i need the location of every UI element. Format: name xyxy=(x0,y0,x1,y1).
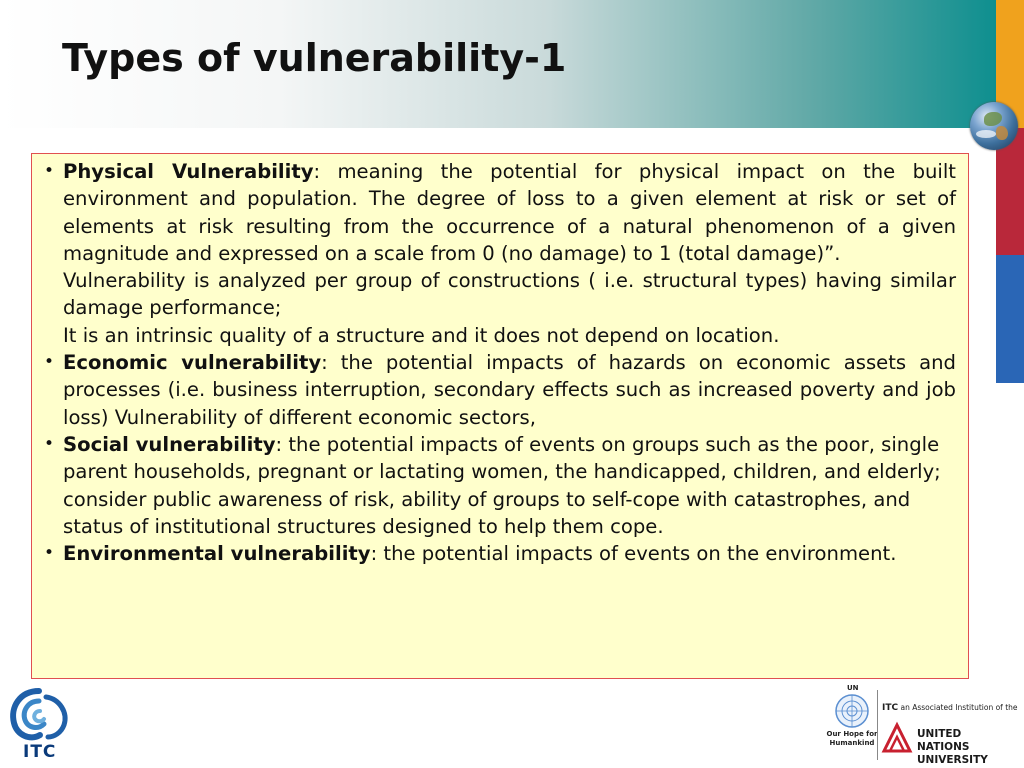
content-box xyxy=(31,153,969,679)
term-social-vulnerability: Social vulnerability xyxy=(63,432,276,456)
side-color-bars xyxy=(996,0,1024,383)
economic-definition xyxy=(63,349,956,431)
un-emblem-icon xyxy=(834,693,870,729)
environmental-description: : the potential impacts of events on the environment. xyxy=(370,542,897,566)
slide-title: Types of vulnerability-1 xyxy=(62,36,567,80)
unu-name xyxy=(917,728,1016,767)
itc-association-line xyxy=(882,703,1018,713)
itc-logo-text: ITC xyxy=(23,742,57,762)
social-description: : the potential impacts of events on groups such as the poor, single parent households, pregnant or lactating women, the handicapped, children, and elderly; consider public awareness of risk, ability of groups to self-cope with catastrophes, and status of institutional structures designed to help them cope. xyxy=(63,432,941,538)
bullet-social-vulnerability xyxy=(44,431,956,540)
bullet-economic-vulnerability xyxy=(44,349,956,431)
economic-description: : the potential impacts of hazards on economic assets and processes (i.e. business interruption, secondary effects such as increased poverty and job loss) Vulnerability of different economic sectors, xyxy=(63,351,956,429)
bullet-marker: • xyxy=(44,161,55,181)
bullet-marker: • xyxy=(44,352,55,373)
unu-line-2: UNIVERSITY xyxy=(917,754,988,766)
physical-extra-intrinsic: It is an intrinsic quality of a structure and it does not depend on location. xyxy=(63,323,780,347)
physical-extra-analysis: Vulnerability is analyzed per group of constructions ( i.e. structural types) having similar damage performance; xyxy=(63,269,956,320)
term-environmental-vulnerability: Environmental vulnerability xyxy=(63,542,371,566)
itc-association-text: an Associated Institution of the xyxy=(898,703,1018,712)
side-bar-blue xyxy=(996,255,1024,383)
unu-logo-icon xyxy=(881,721,913,755)
un-label: UN xyxy=(847,684,859,692)
itc-abbreviation: ITC xyxy=(882,703,899,713)
logo-divider xyxy=(877,690,878,760)
bullet-physical-vulnerability xyxy=(44,158,956,349)
physical-description: : meaning the potential for physical impact on the built environment and population. The degree of loss to a given element at risk or set of elements at risk resulting from the occurrence of a natural phenomenon of a given magnitude and expressed on a scale from 0 (no damage) to 1 (total damage)”. xyxy=(63,160,956,265)
social-definition xyxy=(63,431,956,540)
unu-line-1: UNITED NATIONS xyxy=(917,728,970,753)
footer-partner-logos xyxy=(826,684,1016,764)
bullet-environmental-vulnerability xyxy=(44,540,956,567)
globe-icon xyxy=(970,102,1018,150)
environmental-definition xyxy=(63,540,956,567)
term-economic-vulnerability: Economic vulnerability xyxy=(63,351,322,375)
un-motto: Our Hope for Humankind xyxy=(826,730,878,747)
term-physical-vulnerability: Physical Vulnerability xyxy=(63,160,314,183)
bullet-marker: • xyxy=(44,433,55,454)
bullet-list xyxy=(44,158,956,567)
physical-definition xyxy=(63,158,956,267)
bullet-marker: • xyxy=(44,543,55,564)
